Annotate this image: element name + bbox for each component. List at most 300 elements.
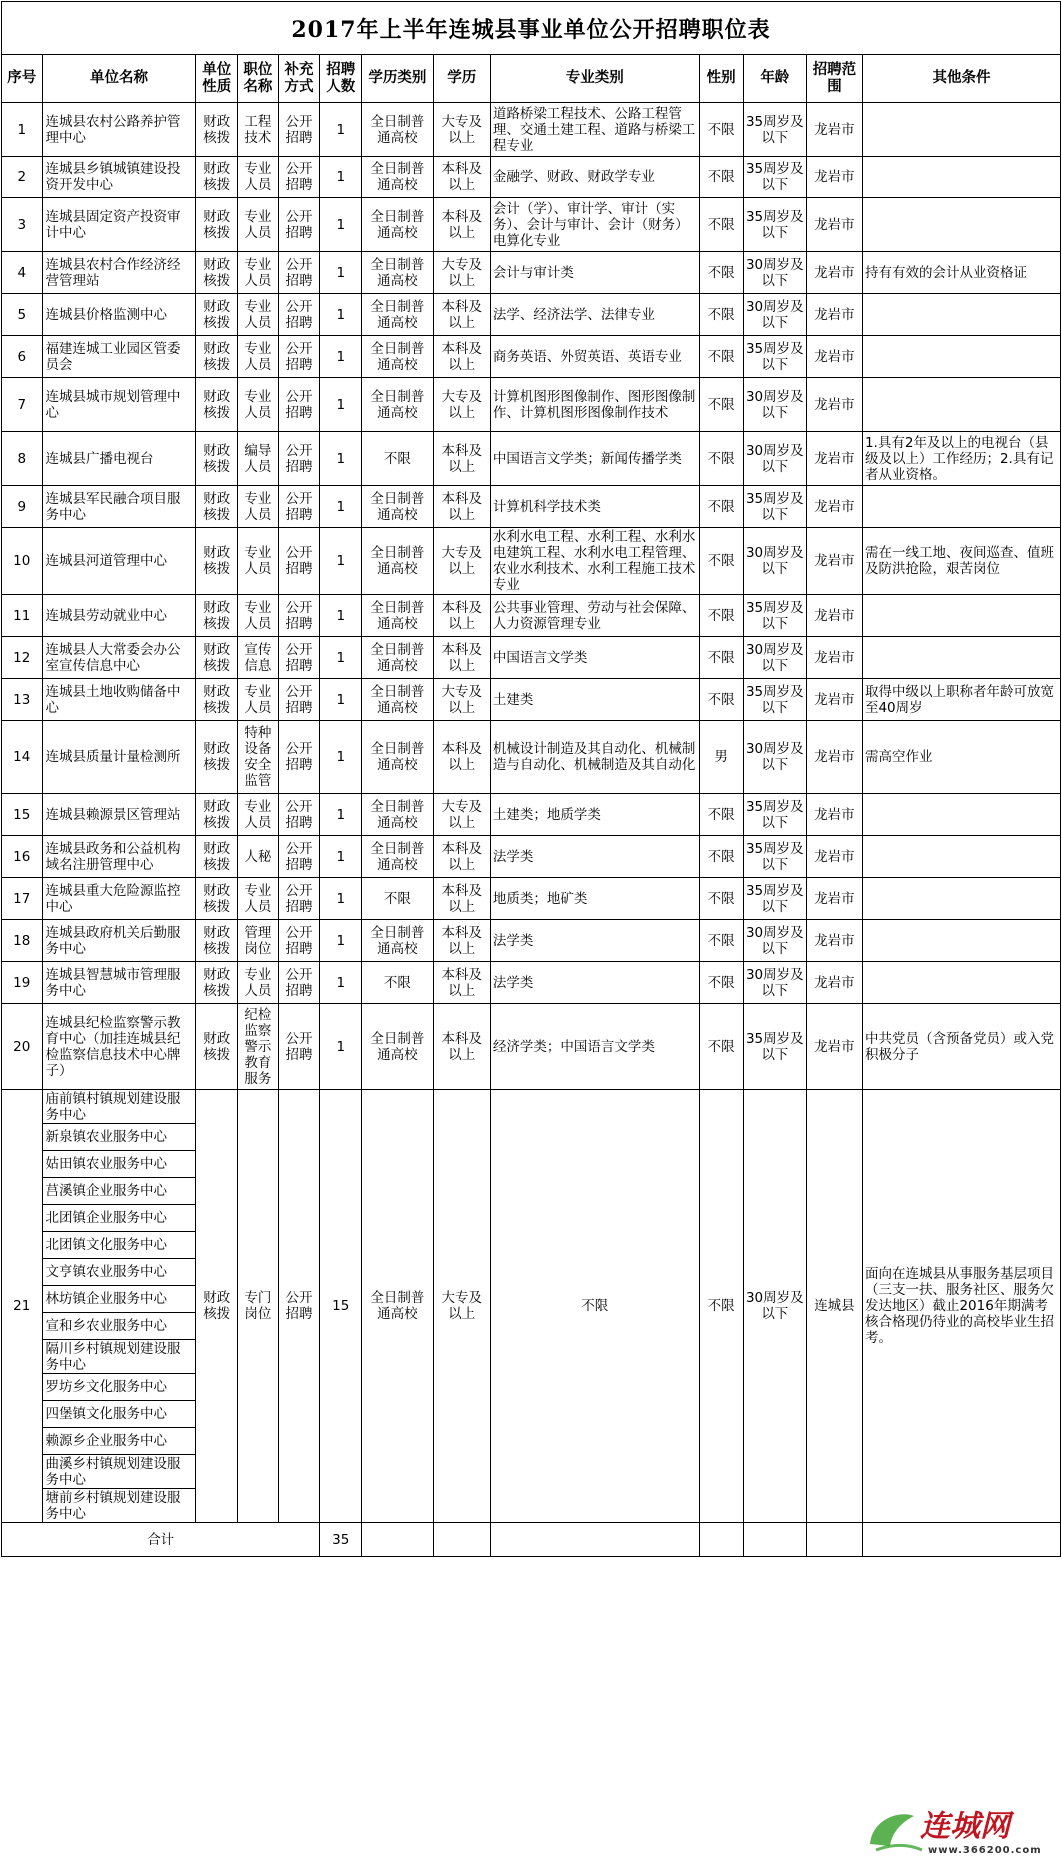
cell-edu-type: 全日制普通高校 — [362, 794, 434, 836]
cell-unit: 连城县价格监测中心 — [42, 294, 196, 336]
cell-method: 公开招聘 — [278, 486, 320, 528]
table-row — [2, 1004, 1061, 1090]
cell-major: 土建类；地质学类 — [490, 794, 699, 836]
cell-gender: 不限 — [699, 595, 743, 637]
header-col-count: 招聘人数 — [320, 55, 362, 103]
cell-age: 30周岁及以下 — [743, 721, 806, 794]
cell-edu-type: 全日制普通高校 — [362, 1004, 434, 1090]
cell-method: 公开招聘 — [278, 528, 320, 595]
cell-other — [862, 336, 1060, 378]
cell-unit: 连城县纪检监察警示教育中心（加挂连城县纪检监察信息技术中心牌子） — [42, 1004, 196, 1090]
cell-position: 专业人员 — [238, 252, 279, 294]
cell-gender: 不限 — [699, 1004, 743, 1090]
cell-edu-type: 不限 — [362, 878, 434, 920]
cell-major: 商务英语、外贸英语、英语专业 — [490, 336, 699, 378]
cell-unit: 宣和乡农业服务中心 — [42, 1313, 196, 1340]
cell-nature: 财政核拨 — [196, 836, 238, 878]
cell-unit: 连城县政务和公益机构域名注册管理中心 — [42, 836, 196, 878]
cell-method: 公开招聘 — [278, 1004, 320, 1090]
cell-gender: 不限 — [699, 252, 743, 294]
table-row — [2, 378, 1061, 432]
table-row — [2, 794, 1061, 836]
cell-major: 机械设计制造及其自动化、机械制造与自动化、机械制造及其自动化 — [490, 721, 699, 794]
cell-age: 30周岁及以下 — [743, 432, 806, 486]
cell-edu-type: 全日制普通高校 — [362, 836, 434, 878]
cell-method: 公开招聘 — [278, 962, 320, 1004]
header-col-nature: 单位性质 — [196, 55, 238, 103]
cell-method: 公开招聘 — [278, 920, 320, 962]
cell-scope: 龙岩市 — [806, 103, 862, 157]
cell-edu: 大专及以上 — [433, 103, 490, 157]
cell-unit: 连城县人大常委会办公室宣传信息中心 — [42, 637, 196, 679]
cell-nature: 财政核拨 — [196, 486, 238, 528]
table-row — [2, 432, 1061, 486]
cell-other — [862, 920, 1060, 962]
header-col-edu: 学历 — [433, 55, 490, 103]
cell-gender: 不限 — [699, 836, 743, 878]
cell-unit: 连城县军民融合项目服务中心 — [42, 486, 196, 528]
cell-no: 4 — [2, 252, 43, 294]
cell-unit: 连城县重大危险源监控中心 — [42, 878, 196, 920]
cell-edu-type: 全日制普通高校 — [362, 595, 434, 637]
cell-scope: 龙岩市 — [806, 721, 862, 794]
cell-nature: 财政核拨 — [196, 595, 238, 637]
total-empty-cell — [362, 1523, 434, 1557]
table-header-row — [2, 55, 1061, 103]
cell-no: 14 — [2, 721, 43, 794]
cell-gender: 不限 — [699, 1090, 743, 1523]
cell-gender: 不限 — [699, 794, 743, 836]
cell-position: 宣传信息 — [238, 637, 279, 679]
cell-other: 需高空作业 — [862, 721, 1060, 794]
cell-nature: 财政核拨 — [196, 637, 238, 679]
cell-gender: 不限 — [699, 528, 743, 595]
cell-count: 1 — [320, 679, 362, 721]
cell-method: 公开招聘 — [278, 637, 320, 679]
cell-position: 特种设备安全监管 — [238, 721, 279, 794]
cell-edu-type: 全日制普通高校 — [362, 336, 434, 378]
cell-major: 土建类 — [490, 679, 699, 721]
cell-scope: 连城县 — [806, 1090, 862, 1523]
cell-other — [862, 595, 1060, 637]
cell-scope: 龙岩市 — [806, 432, 862, 486]
cell-major: 计算机科学技术类 — [490, 486, 699, 528]
cell-edu: 本科及以上 — [433, 920, 490, 962]
total-empty-cell — [743, 1523, 806, 1557]
cell-age: 35周岁及以下 — [743, 486, 806, 528]
cell-unit: 连城县智慧城市管理服务中心 — [42, 962, 196, 1004]
cell-edu: 本科及以上 — [433, 486, 490, 528]
cell-no: 5 — [2, 294, 43, 336]
cell-age: 30周岁及以下 — [743, 528, 806, 595]
cell-nature: 财政核拨 — [196, 721, 238, 794]
cell-method: 公开招聘 — [278, 836, 320, 878]
cell-edu-type: 不限 — [362, 432, 434, 486]
cell-major: 金融学、财政、财政学专业 — [490, 157, 699, 198]
table-row — [2, 920, 1061, 962]
cell-unit: 曲溪乡村镇规划建设服务中心 — [42, 1455, 196, 1489]
table-row — [2, 962, 1061, 1004]
cell-nature: 财政核拨 — [196, 252, 238, 294]
cell-no: 7 — [2, 378, 43, 432]
cell-position: 专业人员 — [238, 294, 279, 336]
cell-no: 10 — [2, 528, 43, 595]
page-title: 2017年上半年连城县事业单位公开招聘职位表 — [1, 1, 1061, 54]
cell-scope: 龙岩市 — [806, 486, 862, 528]
cell-age: 35周岁及以下 — [743, 794, 806, 836]
header-col-edu-type: 学历类别 — [362, 55, 434, 103]
positions-table — [1, 54, 1061, 1557]
cell-scope: 龙岩市 — [806, 679, 862, 721]
cell-no: 3 — [2, 198, 43, 252]
cell-position: 专业人员 — [238, 486, 279, 528]
cell-edu-type: 不限 — [362, 962, 434, 1004]
cell-age: 30周岁及以下 — [743, 962, 806, 1004]
cell-major: 法学类 — [490, 920, 699, 962]
cell-scope: 龙岩市 — [806, 836, 862, 878]
cell-position: 专业人员 — [238, 679, 279, 721]
table-row — [2, 103, 1061, 157]
cell-major: 法学类 — [490, 962, 699, 1004]
cell-other — [862, 637, 1060, 679]
cell-edu: 本科及以上 — [433, 294, 490, 336]
total-empty-cell — [862, 1523, 1060, 1557]
cell-gender: 男 — [699, 721, 743, 794]
cell-position: 专门岗位 — [238, 1090, 279, 1523]
cell-edu: 本科及以上 — [433, 962, 490, 1004]
cell-position: 专业人员 — [238, 595, 279, 637]
cell-gender: 不限 — [699, 432, 743, 486]
cell-count: 1 — [320, 486, 362, 528]
cell-other — [862, 157, 1060, 198]
cell-major: 法学类 — [490, 836, 699, 878]
table-row — [2, 1090, 1061, 1124]
cell-nature: 财政核拨 — [196, 962, 238, 1004]
cell-edu: 本科及以上 — [433, 878, 490, 920]
total-empty-cell — [806, 1523, 862, 1557]
cell-nature: 财政核拨 — [196, 1090, 238, 1523]
cell-unit: 文亨镇农业服务中心 — [42, 1259, 196, 1286]
header-col-other: 其他条件 — [862, 55, 1060, 103]
cell-gender: 不限 — [699, 198, 743, 252]
cell-age: 35周岁及以下 — [743, 1004, 806, 1090]
cell-unit: 连城县赖源景区管理站 — [42, 794, 196, 836]
cell-major: 经济学类；中国语言文学类 — [490, 1004, 699, 1090]
cell-scope: 龙岩市 — [806, 252, 862, 294]
cell-nature: 财政核拨 — [196, 794, 238, 836]
cell-age: 30周岁及以下 — [743, 378, 806, 432]
cell-position: 专业人员 — [238, 157, 279, 198]
cell-position: 专业人员 — [238, 198, 279, 252]
cell-major: 中国语言文学类；新闻传播学类 — [490, 432, 699, 486]
cell-edu-type: 全日制普通高校 — [362, 920, 434, 962]
cell-count: 1 — [320, 962, 362, 1004]
cell-method: 公开招聘 — [278, 378, 320, 432]
cell-edu: 本科及以上 — [433, 432, 490, 486]
cell-gender: 不限 — [699, 878, 743, 920]
cell-count: 1 — [320, 294, 362, 336]
cell-no: 21 — [2, 1090, 43, 1523]
cell-no: 15 — [2, 794, 43, 836]
header-col-scope: 招聘范围 — [806, 55, 862, 103]
cell-age: 35周岁及以下 — [743, 878, 806, 920]
cell-other: 面向在连城县从事服务基层项目（三支一扶、服务社区、服务欠发达地区）截止2016年期满考核合格现仍待业的高校毕业生招考。 — [862, 1090, 1060, 1523]
cell-other — [862, 878, 1060, 920]
header-col-unit: 单位名称 — [42, 55, 196, 103]
cell-edu: 大专及以上 — [433, 679, 490, 721]
cell-method: 公开招聘 — [278, 878, 320, 920]
cell-method: 公开招聘 — [278, 679, 320, 721]
cell-edu: 本科及以上 — [433, 595, 490, 637]
cell-method: 公开招聘 — [278, 336, 320, 378]
cell-method: 公开招聘 — [278, 794, 320, 836]
cell-count: 1 — [320, 794, 362, 836]
cell-edu: 本科及以上 — [433, 1004, 490, 1090]
cell-unit: 连城县河道管理中心 — [42, 528, 196, 595]
cell-unit: 庙前镇村镇规划建设服务中心 — [42, 1090, 196, 1124]
cell-edu: 大专及以上 — [433, 1090, 490, 1523]
cell-edu-type: 全日制普通高校 — [362, 679, 434, 721]
cell-no: 20 — [2, 1004, 43, 1090]
cell-position: 工程技术 — [238, 103, 279, 157]
watermark-url-text: www.366200.com — [928, 1845, 1042, 1856]
cell-unit: 姑田镇农业服务中心 — [42, 1151, 196, 1178]
table-row — [2, 679, 1061, 721]
cell-edu-type: 全日制普通高校 — [362, 486, 434, 528]
cell-edu: 本科及以上 — [433, 836, 490, 878]
cell-method: 公开招聘 — [278, 432, 320, 486]
cell-no: 8 — [2, 432, 43, 486]
cell-edu-type: 全日制普通高校 — [362, 721, 434, 794]
cell-gender: 不限 — [699, 637, 743, 679]
cell-nature: 财政核拨 — [196, 157, 238, 198]
header-col-age: 年龄 — [743, 55, 806, 103]
cell-edu: 本科及以上 — [433, 721, 490, 794]
table-row — [2, 157, 1061, 198]
table-row — [2, 198, 1061, 252]
table-body — [2, 103, 1061, 1557]
total-row — [2, 1523, 1061, 1557]
total-label: 合计 — [2, 1523, 320, 1557]
cell-nature: 财政核拨 — [196, 920, 238, 962]
cell-age: 35周岁及以下 — [743, 679, 806, 721]
cell-method: 公开招聘 — [278, 103, 320, 157]
table-row — [2, 252, 1061, 294]
table-row — [2, 595, 1061, 637]
cell-edu-type: 全日制普通高校 — [362, 1090, 434, 1523]
cell-other — [862, 836, 1060, 878]
cell-count: 1 — [320, 878, 362, 920]
cell-position: 专业人员 — [238, 962, 279, 1004]
header-col-major: 专业类别 — [490, 55, 699, 103]
cell-edu-type: 全日制普通高校 — [362, 198, 434, 252]
cell-major: 水利水电工程、水利工程、水利水电建筑工程、水利水电工程管理、农业水利技术、水利工程施工技术专业 — [490, 528, 699, 595]
cell-other: 需在一线工地、夜间巡查、值班及防洪抢险，艰苦岗位 — [862, 528, 1060, 595]
cell-edu-type: 全日制普通高校 — [362, 378, 434, 432]
cell-age: 35周岁及以下 — [743, 157, 806, 198]
cell-position: 专业人员 — [238, 794, 279, 836]
cell-position: 编导人员 — [238, 432, 279, 486]
cell-edu-type: 全日制普通高校 — [362, 294, 434, 336]
cell-scope: 龙岩市 — [806, 378, 862, 432]
cell-edu: 大专及以上 — [433, 252, 490, 294]
total-empty-cell — [433, 1523, 490, 1557]
cell-age: 30周岁及以下 — [743, 252, 806, 294]
cell-other: 中共党员（含预备党员）或入党积极分子 — [862, 1004, 1060, 1090]
cell-unit: 四堡镇文化服务中心 — [42, 1401, 196, 1428]
cell-scope: 龙岩市 — [806, 198, 862, 252]
cell-no: 2 — [2, 157, 43, 198]
cell-scope: 龙岩市 — [806, 920, 862, 962]
cell-count: 1 — [320, 836, 362, 878]
cell-edu-type: 全日制普通高校 — [362, 528, 434, 595]
cell-count: 15 — [320, 1090, 362, 1523]
cell-count: 1 — [320, 157, 362, 198]
cell-edu: 大专及以上 — [433, 528, 490, 595]
cell-other: 1.具有2年及以上的电视台（县级及以上）工作经历；2.具有记者从业资格。 — [862, 432, 1060, 486]
cell-scope: 龙岩市 — [806, 294, 862, 336]
cell-count: 1 — [320, 528, 362, 595]
cell-unit: 连城县政府机关后勤服务中心 — [42, 920, 196, 962]
cell-nature: 财政核拨 — [196, 294, 238, 336]
cell-major: 中国语言文学类 — [490, 637, 699, 679]
total-empty-cell — [490, 1523, 699, 1557]
cell-position: 纪检监察警示教育服务 — [238, 1004, 279, 1090]
cell-gender: 不限 — [699, 336, 743, 378]
cell-gender: 不限 — [699, 294, 743, 336]
table-row — [2, 836, 1061, 878]
cell-major: 公共事业管理、劳动与社会保障、人力资源管理专业 — [490, 595, 699, 637]
cell-no: 9 — [2, 486, 43, 528]
cell-scope: 龙岩市 — [806, 637, 862, 679]
cell-unit: 林坊镇企业服务中心 — [42, 1286, 196, 1313]
cell-nature: 财政核拨 — [196, 378, 238, 432]
cell-major: 计算机图形图像制作、图形图像制作、计算机图形图像制作技术 — [490, 378, 699, 432]
cell-age: 35周岁及以下 — [743, 836, 806, 878]
cell-edu: 本科及以上 — [433, 198, 490, 252]
cell-scope: 龙岩市 — [806, 528, 862, 595]
cell-scope: 龙岩市 — [806, 962, 862, 1004]
cell-age: 35周岁及以下 — [743, 595, 806, 637]
header-col-no: 序号 — [2, 55, 43, 103]
cell-method: 公开招聘 — [278, 294, 320, 336]
cell-unit: 连城县劳动就业中心 — [42, 595, 196, 637]
cell-major: 会计（学）、审计学、审计（实务）、会计与审计、会计（财务）电算化专业 — [490, 198, 699, 252]
header-col-method: 补充方式 — [278, 55, 320, 103]
cell-scope: 龙岩市 — [806, 157, 862, 198]
cell-age: 30周岁及以下 — [743, 920, 806, 962]
cell-no: 17 — [2, 878, 43, 920]
cell-other — [862, 294, 1060, 336]
cell-count: 1 — [320, 595, 362, 637]
cell-unit: 连城县质量计量检测所 — [42, 721, 196, 794]
cell-position: 专业人员 — [238, 378, 279, 432]
cell-edu: 本科及以上 — [433, 637, 490, 679]
cell-unit: 福建连城工业园区管委员会 — [42, 336, 196, 378]
cell-gender: 不限 — [699, 103, 743, 157]
cell-unit: 连城县土地收购储备中心 — [42, 679, 196, 721]
cell-edu-type: 全日制普通高校 — [362, 103, 434, 157]
cell-scope: 龙岩市 — [806, 336, 862, 378]
cell-nature: 财政核拨 — [196, 878, 238, 920]
cell-count: 1 — [320, 920, 362, 962]
cell-gender: 不限 — [699, 962, 743, 1004]
header-col-gender: 性别 — [699, 55, 743, 103]
table-row — [2, 336, 1061, 378]
cell-edu-type: 全日制普通高校 — [362, 157, 434, 198]
cell-age: 35周岁及以下 — [743, 103, 806, 157]
cell-gender: 不限 — [699, 378, 743, 432]
watermark-brand-text: 连城网 — [920, 1809, 1010, 1844]
cell-no: 1 — [2, 103, 43, 157]
cell-no: 19 — [2, 962, 43, 1004]
cell-no: 18 — [2, 920, 43, 962]
cell-unit: 新泉镇农业服务中心 — [42, 1124, 196, 1151]
cell-major: 地质类；地矿类 — [490, 878, 699, 920]
cell-gender: 不限 — [699, 679, 743, 721]
cell-unit: 连城县广播电视台 — [42, 432, 196, 486]
cell-scope: 龙岩市 — [806, 794, 862, 836]
cell-method: 公开招聘 — [278, 595, 320, 637]
cell-nature: 财政核拨 — [196, 432, 238, 486]
cell-unit: 连城县城市规划管理中心 — [42, 378, 196, 432]
cell-age: 35周岁及以下 — [743, 198, 806, 252]
table-row — [2, 486, 1061, 528]
cell-age: 30周岁及以下 — [743, 294, 806, 336]
cell-count: 1 — [320, 103, 362, 157]
cell-unit: 北团镇企业服务中心 — [42, 1205, 196, 1232]
cell-method: 公开招聘 — [278, 198, 320, 252]
cell-position: 专业人员 — [238, 878, 279, 920]
cell-unit: 赖源乡企业服务中心 — [42, 1428, 196, 1455]
cell-position: 专业人员 — [238, 528, 279, 595]
cell-nature: 财政核拨 — [196, 528, 238, 595]
cell-edu: 本科及以上 — [433, 336, 490, 378]
cell-count: 1 — [320, 1004, 362, 1090]
cell-other — [862, 378, 1060, 432]
cell-scope: 龙岩市 — [806, 595, 862, 637]
cell-gender: 不限 — [699, 157, 743, 198]
cell-age: 35周岁及以下 — [743, 336, 806, 378]
cell-unit: 隔川乡村镇规划建设服务中心 — [42, 1340, 196, 1374]
cell-other: 持有有效的会计从业资格证 — [862, 252, 1060, 294]
leaf-logo-icon — [870, 1814, 914, 1846]
cell-major: 法学、经济法学、法律专业 — [490, 294, 699, 336]
cell-no: 13 — [2, 679, 43, 721]
cell-nature: 财政核拨 — [196, 103, 238, 157]
cell-other — [862, 794, 1060, 836]
total-empty-cell — [699, 1523, 743, 1557]
table-row — [2, 721, 1061, 794]
cell-unit: 北团镇文化服务中心 — [42, 1232, 196, 1259]
cell-age: 30周岁及以下 — [743, 637, 806, 679]
table-row — [2, 294, 1061, 336]
cell-unit: 连城县农村公路养护管理中心 — [42, 103, 196, 157]
cell-nature: 财政核拨 — [196, 1004, 238, 1090]
cell-unit: 连城县乡镇城镇建设投资开发中心 — [42, 157, 196, 198]
cell-edu: 大专及以上 — [433, 794, 490, 836]
cell-other — [862, 198, 1060, 252]
cell-unit: 罗坊乡文化服务中心 — [42, 1374, 196, 1401]
cell-unit: 连城县固定资产投资审计中心 — [42, 198, 196, 252]
cell-other — [862, 962, 1060, 1004]
cell-count: 1 — [320, 432, 362, 486]
cell-other — [862, 103, 1060, 157]
table-row — [2, 528, 1061, 595]
cell-position: 专业人员 — [238, 336, 279, 378]
site-watermark — [862, 1800, 1052, 1858]
cell-edu-type: 全日制普通高校 — [362, 637, 434, 679]
